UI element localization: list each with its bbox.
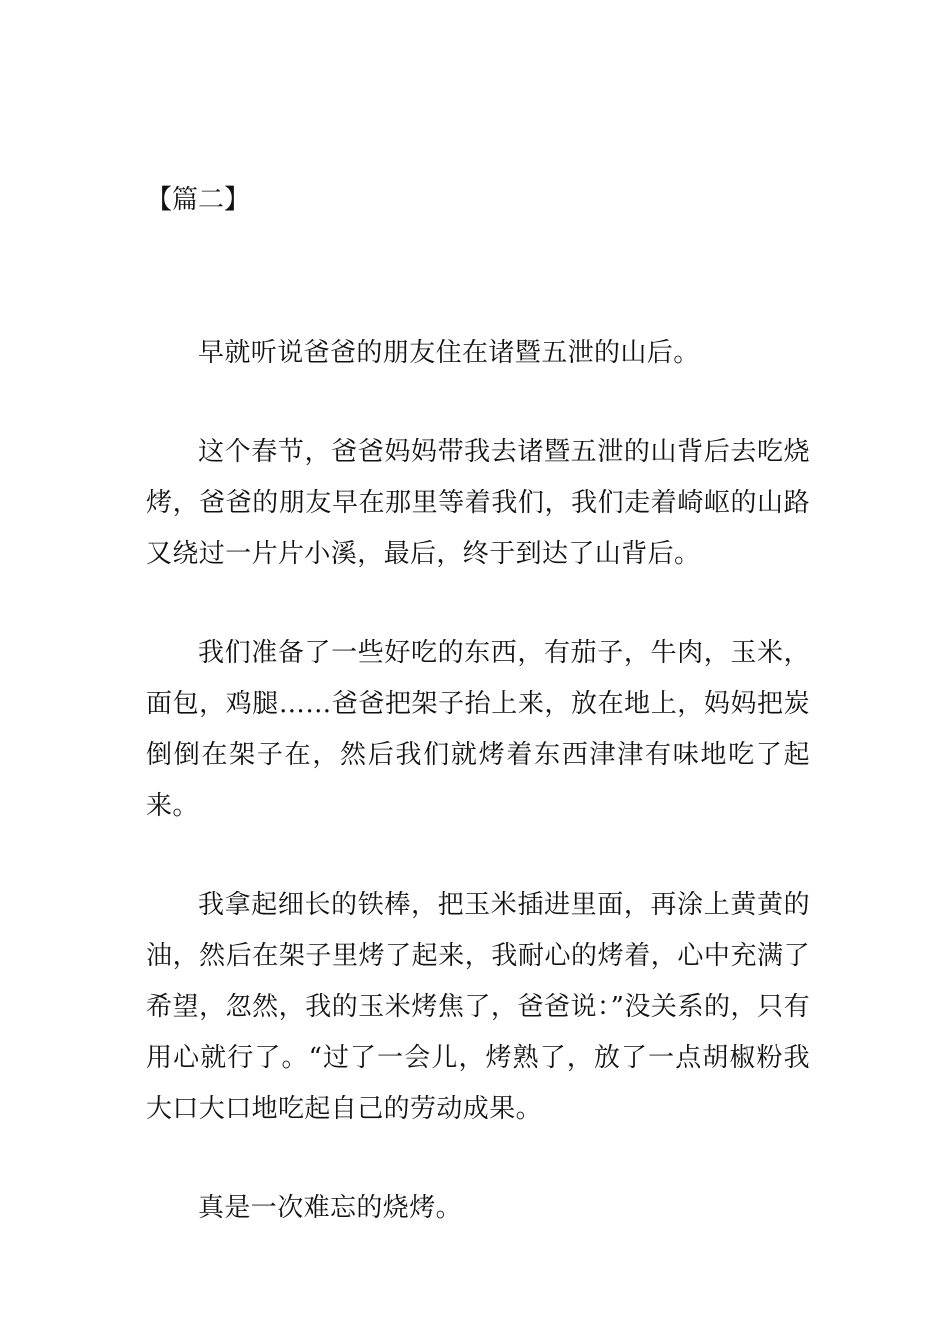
paragraph: 真是一次难忘的烧烤。 xyxy=(198,1193,463,1223)
section-heading: 【篇二】 xyxy=(146,185,251,215)
paragraph: 早就听说爸爸的朋友住在诸暨五泄的山后。 xyxy=(198,338,700,368)
paragraph: 这个春节，爸爸妈妈带我去诸暨五泄的山背后去吃烧烤，爸爸的朋友早在那里等着我们，我们走着崎岖的山路又绕过一片片小溪，最后，终于到达了山背后。 xyxy=(146,437,810,569)
article-body xyxy=(146,328,810,1282)
paragraph: 我拿起细长的铁棒，把玉米插进里面，再涂上黄黄的油，然后在架子里烤了起来，我耐心的烤着，心中充满了希望，忽然，我的玉米烤焦了，爸爸说：”没关系的，只有用心就行了。“过了一会儿，烤熟了，放了一点胡椒粉我大口大口地吃起自己的劳动成果。 xyxy=(146,890,810,1124)
paragraph: 我们准备了一些好吃的东西，有茄子，牛肉，玉米，面包，鸡腿……爸爸把架子抬上来，放在地上，妈妈把炭倒倒在架子在，然后我们就烤着东西津津有味地吃了起来。 xyxy=(146,638,810,821)
